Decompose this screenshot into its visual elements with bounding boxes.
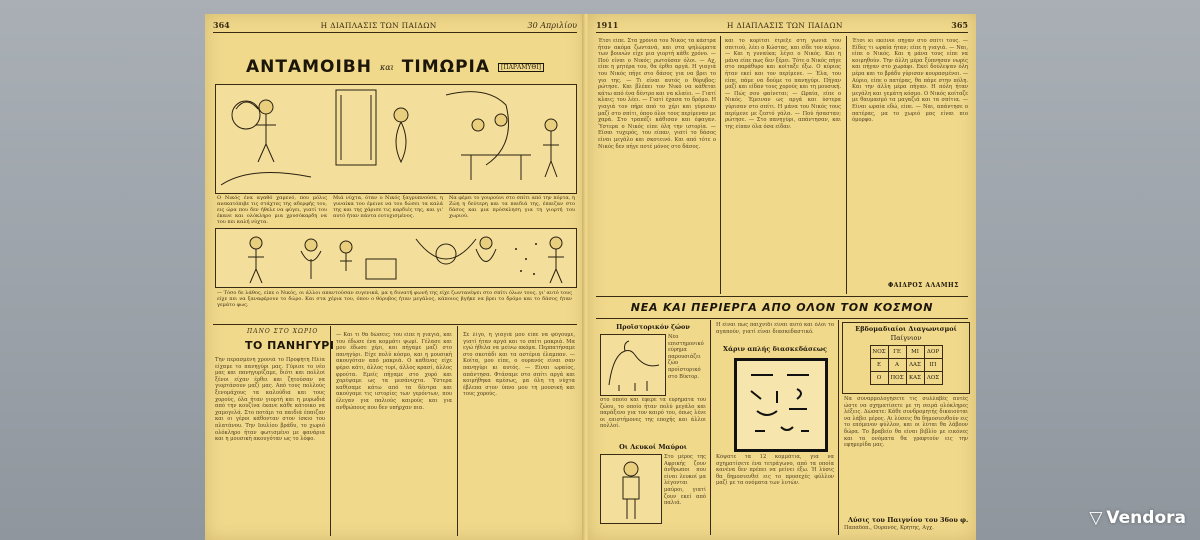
grid-cell: ΙΠ <box>924 359 942 372</box>
news1-text: Νέο επιστημονικό εύρημα παρουσιάζει ζώο προϊστορικό στο Βίκτορ. <box>668 334 704 380</box>
left-page-number: 364 <box>213 20 230 30</box>
grid-row <box>870 346 942 359</box>
left-date: 30 Απριλίου <box>527 20 577 30</box>
grid-cell: ΓΕ <box>888 346 906 359</box>
comic-title-and: και <box>379 62 394 72</box>
article-kicker: ΠΑΝΟ ΣΤΟ ΧΩΡΙΟ <box>247 328 319 335</box>
grid-cell: ΛΟΣ <box>924 372 942 385</box>
grid-cell: ΠΟΣ <box>888 372 906 385</box>
weekly-contest-title: Εβδομαδιαίοι Διαγωνισμοί <box>855 325 957 333</box>
left-col-3-text: Σε λίγο, η γιαγιά μου είπε να φύγουμε, γιατί ήταν αργά και το σπίτι μακριά. Μα εγώ ήθελα να μείνω ακόμα. Περπατήσαμε στο σκοτάδι και τα αστέρια έλαμπαν. — Κοίτα, μου είπε, ο ουρανός είναι σαν πανηγύρι κι αυτός. — Είναι ωραίος, απάντησα. Φτάσαμε στο σπίτι αργά και κοιμήθηκα αμέσως, μα όλη τη νύχτα έβλεπα στον ύπνο μου τη μουσική και τους χορούς. <box>463 332 575 398</box>
comic-title <box>213 54 577 80</box>
left-column-rule-1 <box>330 326 331 536</box>
white-moors-illustration <box>600 454 662 524</box>
comic-caption-3: Να φέρει το γουρούνι στο σπίτι από την πόρτα, η Ζώη η δεύτερη και τα παιδιά της, έπαιζαν στο δάσος και μια πρόσκληση για τη γιορτή του χωριού. <box>449 195 575 219</box>
left-divider-1 <box>213 324 577 325</box>
news1-text-2: στο οποίο και έφερε τα ευρήματα του ζώου, το οποίο ήταν πολύ μεγάλο και παράξενο για τον καιρό του, όπως λένε οι επιστήμονες της εποχής και άλλοι πολλοί. <box>600 397 706 430</box>
right-banner-rule-bottom <box>596 318 968 319</box>
grid-cell: Ε <box>870 359 888 372</box>
word-grid <box>870 345 943 385</box>
comic-title-word-1: ΑΝΤΑΜΟΙΒΗ <box>245 57 372 77</box>
prehistoric-animal-illustration <box>600 334 666 396</box>
grid-cell: ΚΑΣ <box>906 372 924 385</box>
article-title: ΤΟ ΠΑΝΗΓΥΡΙ <box>245 339 335 352</box>
right-bottom-column-rule-2 <box>838 320 839 535</box>
vendora-watermark <box>1089 508 1186 528</box>
grid-row <box>870 359 942 372</box>
puzzle-title: Χάριν απλής διασκεδάσεως <box>723 345 827 353</box>
weekly-contest-footer: Λύσις του Παιγνίου του 36ου φ. <box>848 516 969 524</box>
left-running-head <box>213 18 577 33</box>
left-page <box>205 14 585 540</box>
grid-cell: Ο <box>870 372 888 385</box>
right-top-column-rule-2 <box>846 36 847 294</box>
grid-cell: Α <box>888 359 906 372</box>
grid-cell: ΔΟΡ <box>924 346 942 359</box>
left-running-title: Η ΔΙΑΠΛΑΣΙΣ ΤΩΝ ΠΑΙΔΩΝ <box>320 20 437 30</box>
right-page-number: 365 <box>951 20 968 30</box>
comic-title-word-2: ΤΙΜΩΡΙΑ <box>401 57 491 77</box>
article-signature: ΦΑΙΔΡΟΣ ΑΛΑΜΗΣ <box>888 282 959 289</box>
comic-illustration-top <box>215 84 577 194</box>
weekly-contest-box <box>842 322 970 394</box>
grid-row <box>870 372 942 385</box>
news-center-text-bottom: Κόψατε τα 12 κομμάτια, για να σχηματίσετε ένα τετράγωνο, από τα οποία κανένα δεν πρέπει να μείνει έξω. Ή λύσις θα δημοσιευθεί εις το προσεχές φύλλον μαζί με τα ονόματα των λυτών. <box>716 454 834 487</box>
comic-caption-2: Μιά νύχτα, όταν ο Νικός ξαγρυπνούσε, η γυναίκα του έμεινε να του δώσει τα καλά της και της χάρισε τις καρδιές της, και γι' αυτό ήταν πάντα ευτυχισμένος. <box>333 195 443 219</box>
grid-cell: ΝΟΣ <box>870 346 888 359</box>
right-page <box>588 14 976 540</box>
weekly-contest-names: Παπαδόπ., Ουρανός, Κρήτης, Αγχ. <box>844 525 934 531</box>
left-col-2-text: — Και τι θα δώσεις; του είπε η γιαγιά, και του έδωσε ένα κομμάτι ψωμί. Γέλασε και μου έδωσε χέρι, και πήγαμε μαζί στο πανηγύρι. Είχε πολύ κόσμο, και η μουσική ακουγόταν από μακριά. Ο καθένας είχε φέρει κάτι, άλλος τυρί, άλλος κρασί, άλλος φρούτα. Εμείς πήγαμε στο χορό και χορέψαμε ως τα μεσάνυχτα. Ύστερα καθίσαμε κάτω από τα δέντρα και ακούγαμε τις ιστορίες των γερόντων, που έλεγαν για παλιούς καιρούς και για ανθρώπους που δεν υπήρχαν πια. <box>336 332 452 411</box>
comic-caption-4: — Τόσο δε λάθος, είπε ο Νικός, οι άλλοι απαντούσαν ευγενικά, μα η δυνατή φωνή της είχε ζωντανέψει στο σπίτι όλων τους, γι' αυτό τους είχε πει να ξαναφέρουν το δώρο. Και στα χέρια του, όπου ο θόρυβος ήταν μεγάλος, κάποιος βγήκε να βρει το δρόμο και το δάσος ήταν γεμάτο φως. <box>217 290 572 308</box>
left-col-1-text: Την περασμένη χρονιά το Προφήτη Ηλία είχαμε το πανηγύρι μας. Γύρισε το νέο μας και πανηγυρίζαμε, διότι και πολλοί ξένοι είχαν έρθει και ζητούσαν να γιορτάσουν μαζί μας. Από τους πολλούς ξενομάχους τα καλούδια και τους χορούς, όλα ήταν γιορτή και η μυρωδιά από την κουζίνα έκανε κάθε κάτοικο να χαμογελά. Στο ποτάμι τα παιδιά έπαιζαν και οι γέροι κάθονταν στον ίσκιο του πλατάνου. Την Ιουλίου βράδυ, το χωριό ολόκληρο ήταν φωτισμένο με φανάρια και η μουσική ακουγόταν ως το λόφο. <box>215 357 325 443</box>
grid-cell: ΛΑΣ <box>906 359 924 372</box>
right-bottom-column-rule-1 <box>710 320 711 535</box>
right-running-title: Η ΔΙΑΠΛΑΣΙΣ ΤΩΝ ΠΑΙΔΩΝ <box>726 20 843 30</box>
right-top-col-2: και το κορίτσι έτρεξε στη γωνιά του σπιτιού, λέει ο Κώστας, και είδε τον κύριο. — Και η γυναίκα; λέγει ο Νικός. Και η μάνα είπε πως δεν ξέρει. Τότε ο Νικός πήγε στο παράθυρο και κοίταξε έξω. Ο κύριος ήταν εκεί και τον περίμενε. — Έλα, του είπε, πάμε να δούμε το πανηγύρι. Πήγαν μαζί και είδαν τους χορούς και τη μουσική. — Πώς σου φαίνεται; — Ωραία, είπε ο Νικός. Έμειναν ως αργά και ύστερα γύρισαν στο σπίτι. Η μάνα του Νικός τους περίμενε με ζεστό γάλα. — Πού ήσασταν; ρώτησε. — Στο πανηγύρι, απάντησαν, και της είπαν όλα όσα είδαν. <box>725 38 841 130</box>
news2-text: Στο μέρος της Αφρικής ζουν άνθρωποι που είναι λευκοί μα λέγονται μαύροι, γιατί ζουν εκεί από παλιά. <box>664 454 706 507</box>
grid-cell: ΜΙ <box>906 346 924 359</box>
news-center-text-top: Η είναι πως παιχνίδι είναι αυτό και όλοι το αγαπούν, γιατί είναι διασκεδαστικό. <box>716 322 834 335</box>
comic-tag: [ΠΑΡΑΜΥΘΙ] <box>498 63 544 72</box>
weekly-contest-subtitle: Παίγνιον <box>890 334 922 342</box>
vendora-logo-icon: ▽ <box>1089 508 1103 528</box>
weekly-contest-text: Να συναρμολογήσετε τις συλλαβές αυτές ώστε να σχηματίσετε με τη σειρά ολόκληρες λέξεις. Δώσατε: Κάθε συνδρομητής δικαιούται να λάβει μέρος. Αι λύσεις θα δημοσιευθούν εις το επόμενον φύλλον, και οι λύται θα λάβουν δώρα. Το βραβείο θα είναι βιβλίο με εικόνες και τα ονόματα θα γραφτούν εις την εφημερίδα μας. <box>844 396 968 449</box>
vendora-brand: Vendora <box>1106 508 1186 528</box>
news-banner: ΝΕΑ ΚΑΙ ΠΕΡΙΕΡΓΑ ΑΠΟ ΟΛΟΝ ΤΟΝ ΚΟΣΜΟΝ <box>630 300 934 314</box>
comic-caption-1: Ο Νικός ένα αγαθό χαμενό, που μόλις ανεκατόπιβε τις στάχτες της αδερφής του, εις ώρα που δεν ήθελε να φύγει, γιατί του έκανε και ολόκληρο μια χρυσόκαρδη να του πει καλή νύχτα. <box>217 195 327 225</box>
news2-title: Οι Λευκοί Μαύροι <box>619 443 687 451</box>
right-top-column-rule-1 <box>720 36 721 294</box>
left-column-rule-2 <box>457 326 458 536</box>
right-top-col-1: Έτσι είπε. Στα χρόνια του Νικός τα κάστρα ήταν ακόμα ζωντανά, και στα ψηλώματα των βουνών είχε μια γιορτή κάθε χρόνο. — Πού είναι ο Νικός; ρωτούσαν όλοι. — Αχ, είπε η μητέρα του, θα έρθει αργά. Η γιαγιά του Νικός πήγε στο δάσος για να βρει το γιο της. — Τι είναι αυτός ο θόρυβος; ρώτησε. Και βλέπει τον Νικό να κάθεται κάτω από ένα δέντρο και να κλαίει. — Γιατί κλαις; του λέει. — Γιατί έχασα το δρόμο. Η γιαγιά τον πήρε από το χέρι και γύρισαν μαζί στο σπίτι, όπου όλοι τους περίμεναν με χαρά. Στο τραπέζι κάθισαν και έφαγαν. Ύστερα ο Νικός είπε όλη την ιστορία. — Είσαι τυχερός, του είπαν, γιατί το δάσος είναι μεγάλο και σκοτεινό. Και από τότε ο Νικός δεν πήγε ποτέ μόνος στο δάσος. <box>598 38 716 150</box>
right-banner-rule-top <box>596 296 968 297</box>
news1-title: Προϊστορικόν ζώον <box>616 323 690 331</box>
right-year: 1911 <box>596 20 619 30</box>
comic-illustration-bottom <box>215 228 577 288</box>
right-top-col-3: Έτσι κι εκείνοι πήγαν στο σπίτι τους. — Είδες τι ωραία ήταν; είπε η γιαγιά. — Ναι, είπε ο Νικός. Και η μάνα τους είπε να κοιμηθούν. Την άλλη μέρα ξύπνησαν νωρίς και πήγαν στο χωράφι. Εκεί δούλεψαν όλη μέρα και το βράδυ γύρισαν κουρασμένοι. — Αύριο, είπε ο πατέρας, θα πάμε στην πόλη. Και την άλλη μέρα πήγαν. Η πόλη ήταν μεγάλη και γεμάτη κόσμο. Ο Νικός κοίταζε με θαυμασμό τα μαγαζιά και τα σπίτια. — Είναι ωραία εδώ, είπε. — Ναι, απάντησε ο πατέρας, μα το χωριό μας είναι πιο όμορφο. <box>852 38 968 124</box>
puzzle-drawing <box>734 358 828 452</box>
right-running-head <box>596 18 968 33</box>
